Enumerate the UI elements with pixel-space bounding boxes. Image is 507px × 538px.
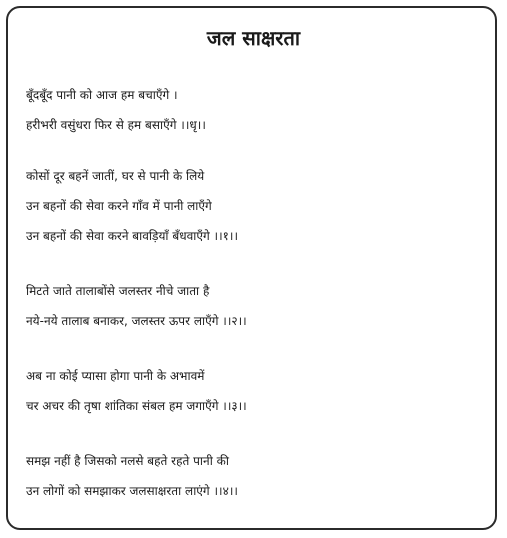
verse-line: उन बहनों की सेवा करने बावड़ियाँ बँधवाएँगे ।।१।। xyxy=(26,229,238,243)
verse-line: अब ना कोई प्यासा होगा पानी के अभावमें xyxy=(26,369,205,383)
verse-line: हरीभरी वसुंधरा फिर से हम बसाएँगे ।।धृ।। xyxy=(26,118,206,132)
verse-line: बूँदबूँद पानी को आज हम बचाएँगे । xyxy=(26,88,178,102)
stanza-2 xyxy=(26,276,486,336)
verse-line: मिटते जाते तालाबोंसे जलस्तर नीचे जाता है xyxy=(26,284,210,298)
stanza-3 xyxy=(26,361,486,421)
stanza-chorus xyxy=(26,80,486,140)
verse-line: समझ नहीं है जिसको नलसे बहते रहते पानी की xyxy=(26,454,229,468)
verse-line: उन लोगों को समझाकर जलसाक्षरता लाएंगे ।।४।। xyxy=(26,484,238,498)
stanza-1 xyxy=(26,161,486,251)
verse-line: नये-नये तालाब बनाकर, जलस्तर ऊपर लाएँगे ।।२।। xyxy=(26,314,247,328)
stanza-4 xyxy=(26,446,486,506)
poem-title: जल साक्षरता xyxy=(206,26,301,50)
verse-line: उन बहनों की सेवा करने गाँव में पानी लाएँगे xyxy=(26,199,212,213)
verse-line: कोसों दूर बहनें जातीं, घर से पानी के लिये xyxy=(26,169,205,183)
verse-line: चर अचर की तृषा शांतिका संबल हम जगाएँगे ।।३।। xyxy=(26,399,247,413)
